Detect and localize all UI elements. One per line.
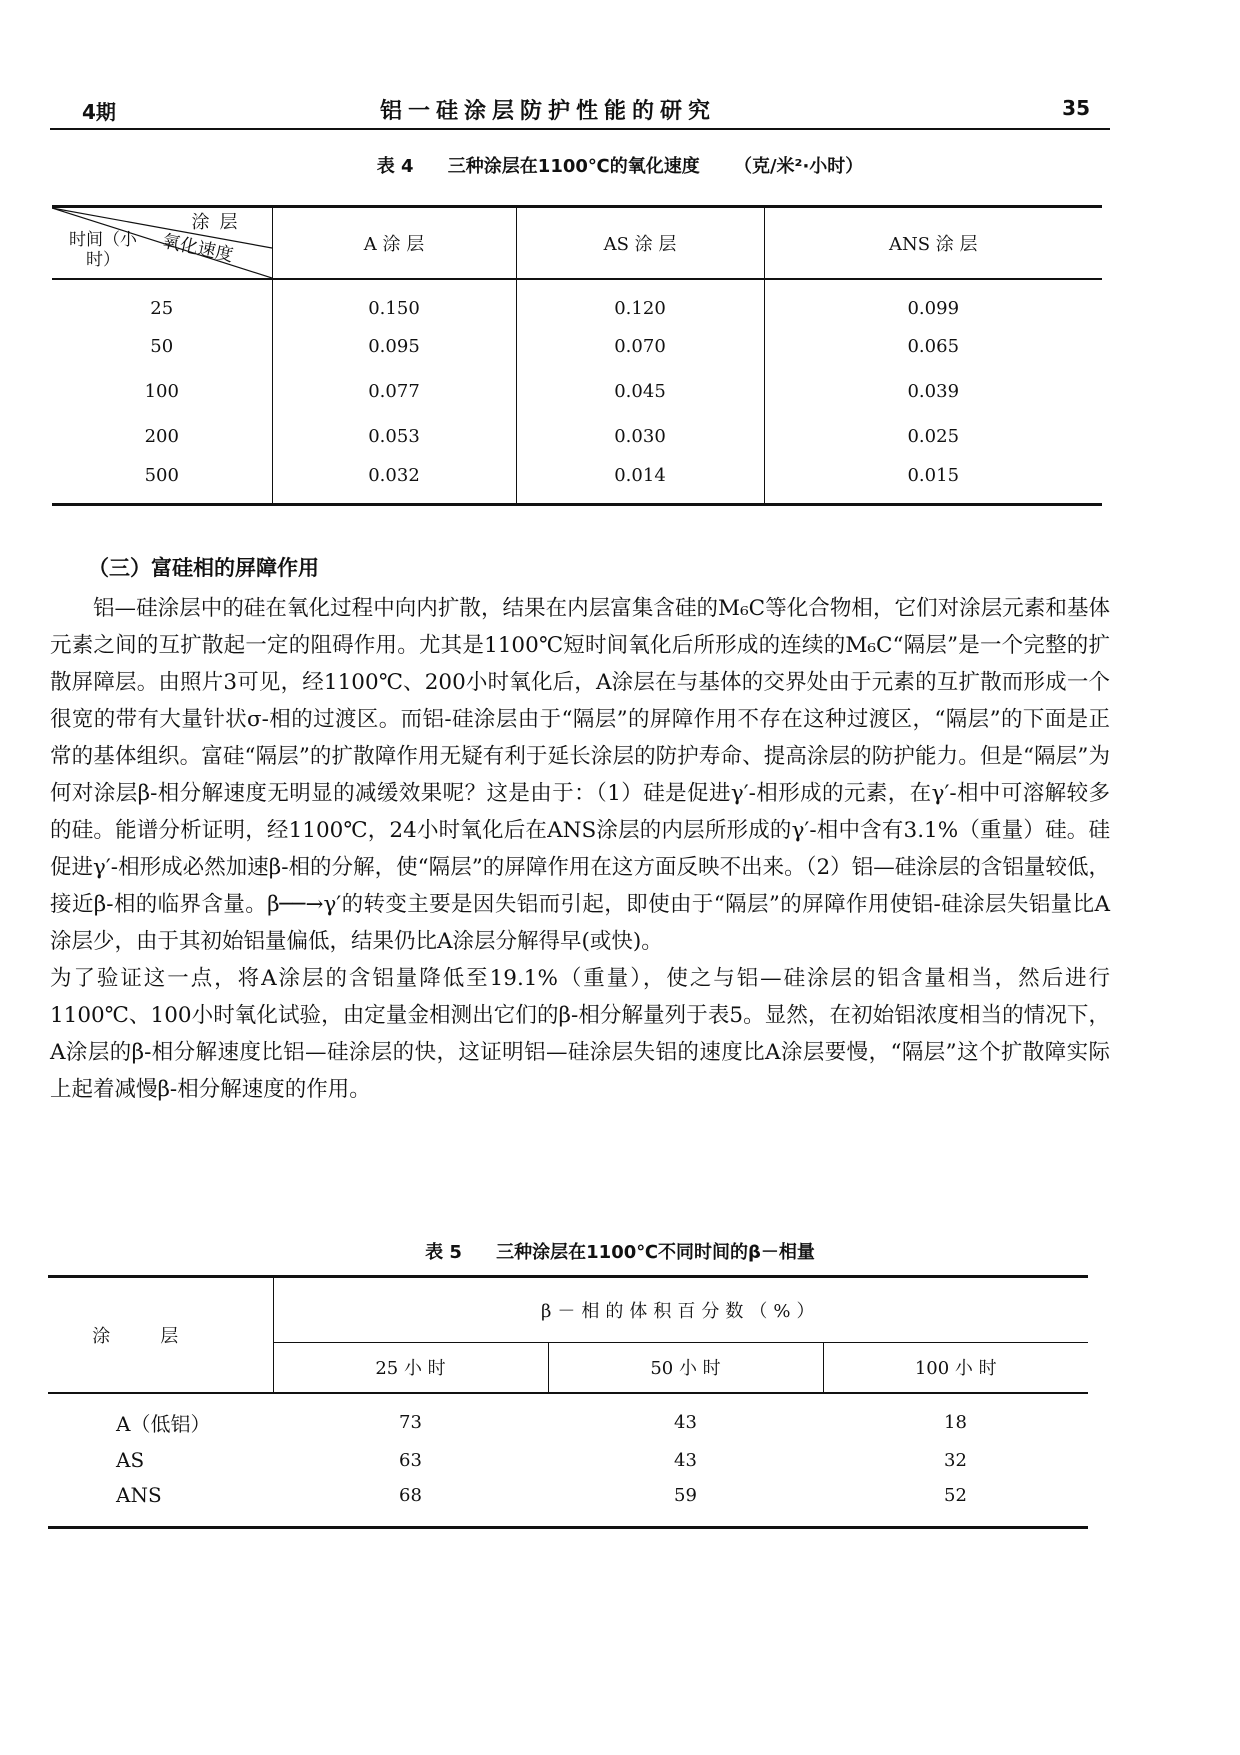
table4-cell: 0.053 [272,414,516,459]
table-row [52,369,1102,414]
table5-coating: A（低铝） [116,1412,211,1436]
table5-cell: 32 [944,1449,967,1471]
table5-caption [0,1238,1240,1264]
table4-cell: 0.099 [764,279,1102,324]
table4-cell: 0.120 [516,279,764,324]
table5-coating: AS [116,1448,145,1472]
table4-cell: 0.039 [764,369,1102,414]
page-number: 35 [1062,96,1090,120]
table4-cell: 0.095 [272,324,516,369]
paragraph: 为了验证这一点，将A涂层的含铝量降低至19.1%（重量），使之与铝—硅涂层的铝含量相当，然后进行1100℃、100小时氧化试验，由定量金相测出它们的β-相分解量列于表5。显然，在初始铝浓度相当的情况下，A涂层的β-相分解速度比铝—硅涂层的快，这证明铝—硅涂层失铝的速度比A涂层要慢，“隔层”这个扩散障实际上起着减慢β-相分解速度的作用。 [50,966,1110,1102]
table4-col-as: AS 涂 层 [516,207,764,280]
table4-caption [0,152,1240,178]
table5-col-100h: 100 小 时 [823,1343,1088,1393]
table5-cell: 43 [674,1449,697,1471]
table-row [48,1483,1088,1528]
paragraph: 铝—硅涂层中的硅在氧化过程中向内扩散，结果在内层富集含硅的M₆C等化合物相，它们对涂层元素和基体元素之间的互扩散起一定的阻碍作用。尤其是1100℃短时间氧化后所形成的连续的M₆C“隔层”是一个完整的扩散屏障层。由照片3可见，经1100℃、200小时氧化后，A涂层在与基体的交界处由于元素的互扩散而形成一个很宽的带有大量针状σ-相的过渡区。而铝-硅涂层由于“隔层”的屏障作用不存在这种过渡区，“隔层”的下面是正常的基体组织。富硅“隔层”的扩散障作用无疑有利于延长涂层的防护寿命、提高涂层的防护能力。但是“隔层”为何对涂层β-相分解速度无明显的减缓效果呢？这是由于：（1）硅是促进γ′-相形成的元素，在γ′-相中可溶解较多的硅。能谱分析证明，经1100℃，24小时氧化后在ANS涂层的内层所形成的γ′-相中含有3.1%（重量）硅。硅促进γ′-相形成必然加速β-相的分解，使“隔层”的屏障作用在这方面反映不出来。（2）铝—硅涂层的含铝量较低，接近β-相的临界含量。β──→γ′的转变主要是因失铝而引起，即使由于“隔层”的屏障作用使铝-硅涂层失铝量比A涂层少，由于其初始铝量偏低，结果仍比A涂层分解得早(或快)。 [50,596,1110,954]
table4-cell: 0.077 [272,369,516,414]
table5-cell: 43 [674,1412,697,1433]
table5-label: 表 5 [425,1242,462,1263]
table4-time: 50 [150,336,174,357]
table4-time: 500 [144,465,179,487]
table4-time: 200 [144,426,179,447]
table4-cell: 0.030 [516,414,764,459]
table-row [48,1393,1088,1438]
table5-coating-header: 涂层 [48,1277,273,1393]
table-row [52,459,1102,504]
table4-cell: 0.015 [764,459,1102,504]
table4-cell: 0.065 [764,324,1102,369]
table5 [48,1275,1088,1529]
table5-cell: 63 [399,1449,422,1471]
table5-coating: ANS [116,1483,162,1508]
table-row [52,324,1102,369]
table5-col-25h: 25 小 时 [273,1343,548,1393]
table4-cell: 0.150 [272,279,516,324]
table5-col-50h: 50 小 时 [548,1343,823,1393]
table4-col-a: A 涂 层 [272,207,516,280]
issue-number: 4期 [82,100,116,124]
table5-title: 三种涂层在1100℃不同时间的β－相量 [496,1242,815,1263]
table4-cell: 0.014 [516,459,764,504]
table-row [52,414,1102,459]
table5-cell: 68 [399,1484,422,1506]
corner-rate-label: 氧化速度 [160,230,236,267]
running-header [50,90,1110,130]
corner-time-label: 时间（小时） [69,230,137,270]
table4-cell: 0.045 [516,369,764,414]
table4-cell: 0.070 [516,324,764,369]
table4-unit: （克/米²·小时） [733,156,864,177]
table4-cell: 0.025 [764,414,1102,459]
section-heading: （三）富硅相的屏障作用 [88,556,319,580]
table4-col-ans: ANS 涂 层 [764,207,1102,280]
corner-coating-label: 涂层 [191,212,248,233]
table5-cell: 59 [674,1484,697,1506]
table4-time: 25 [150,297,174,319]
table5-cell: 73 [399,1412,422,1433]
table4-time: 100 [144,381,179,402]
table4 [52,205,1102,506]
table4-title: 三种涂层在1100℃的氧化速度 [447,156,700,177]
body-text [50,590,1110,1108]
table4-label: 表 4 [376,156,414,177]
table-row [48,1438,1088,1483]
table4-cell: 0.032 [272,459,516,504]
table4-corner-header [52,207,272,280]
table5-cell: 52 [944,1484,967,1506]
table5-group-header: β－相的体积百分数（%） [273,1277,1088,1343]
table5-cell: 18 [944,1412,967,1433]
article-title: 铝一硅涂层防护性能的研究 [380,99,717,124]
table-row [52,279,1102,324]
